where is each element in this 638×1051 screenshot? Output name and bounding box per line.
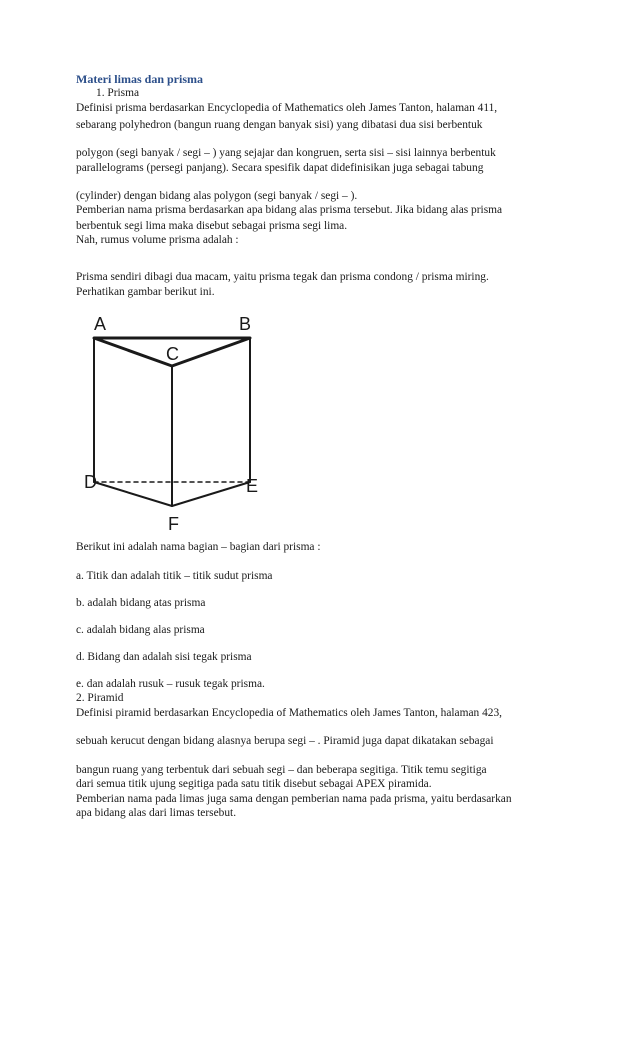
vertex-label-c: C	[166, 344, 179, 364]
prism-figure	[82, 308, 272, 534]
paragraph-line: Nah, rumus volume prisma adalah :	[76, 234, 239, 246]
prism-diagram	[82, 308, 272, 534]
paragraph-line: Berikut ini adalah nama bagian – bagian dari prisma :	[76, 541, 321, 553]
paragraph-line: parallelograms (persegi panjang). Secara spesifik dapat didefinisikan juga sebagai tabung	[76, 162, 484, 174]
vertex-label-b: B	[239, 314, 252, 334]
vertex-label-d: D	[84, 472, 97, 492]
vertex-label-a: A	[94, 314, 107, 334]
paragraph-line: bangun ruang yang terbentuk dari sebuah segi – dan beberapa segitiga. Titik temu segitiga	[76, 764, 487, 776]
list-item: a. Titik dan adalah titik – titik sudut prisma	[76, 570, 273, 582]
paragraph-line: dari semua titik ujung segitiga pada satu titik disebut sebagai APEX piramida.	[76, 778, 432, 790]
vertex-label-e: E	[246, 476, 259, 496]
paragraph-line: Prisma sendiri dibagi dua macam, yaitu prisma tegak dan prisma condong / prisma miring.	[76, 271, 489, 283]
vertex-label-f: F	[168, 514, 179, 534]
list-item: d. Bidang dan adalah sisi tegak prisma	[76, 651, 252, 663]
edge-fe	[172, 482, 250, 506]
paragraph-line: berbentuk segi lima maka disebut sebagai prisma segi lima.	[76, 220, 348, 232]
section-heading-piramid: 2. Piramid	[76, 692, 124, 704]
paragraph-line: polygon (segi banyak / segi – ) yang sejajar dan kongruen, serta sisi – sisi lainnya berbentuk	[76, 147, 496, 159]
section-heading-prisma: 1. Prisma	[96, 87, 140, 99]
list-item: e. dan adalah rusuk – rusuk tegak prisma.	[76, 678, 265, 690]
paragraph-line: Perhatikan gambar berikut ini.	[76, 286, 215, 298]
paragraph-line: apa bidang alas dari limas tersebut.	[76, 807, 237, 819]
paragraph-line: (cylinder) dengan bidang alas polygon (segi banyak / segi – ).	[76, 190, 358, 202]
paragraph-line: Pemberian nama pada limas juga sama dengan pemberian nama pada prisma, yaitu berdasarkan	[76, 793, 512, 805]
paragraph-line: sebuah kerucut dengan bidang alasnya berupa segi – . Piramid juga dapat dikatakan sebagai	[76, 735, 494, 747]
paragraph-line: Pemberian nama prisma berdasarkan apa bidang alas prisma tersebut. Jika bidang alas prisma	[76, 204, 503, 216]
document-title: Materi limas dan prisma	[76, 72, 203, 86]
paragraph-line: Definisi prisma berdasarkan Encyclopedia of Mathematics oleh James Tanton, halaman 411,	[76, 102, 498, 114]
edge-df	[94, 482, 172, 506]
list-item: b. adalah bidang atas prisma	[76, 597, 206, 609]
paragraph-line: Definisi piramid berdasarkan Encyclopedia of Mathematics oleh James Tanton, halaman 423,	[76, 707, 503, 719]
list-item: c. adalah bidang alas prisma	[76, 624, 205, 636]
paragraph-line: sebarang polyhedron (bangun ruang dengan banyak sisi) yang dibatasi dua sisi berbentuk	[76, 119, 483, 131]
